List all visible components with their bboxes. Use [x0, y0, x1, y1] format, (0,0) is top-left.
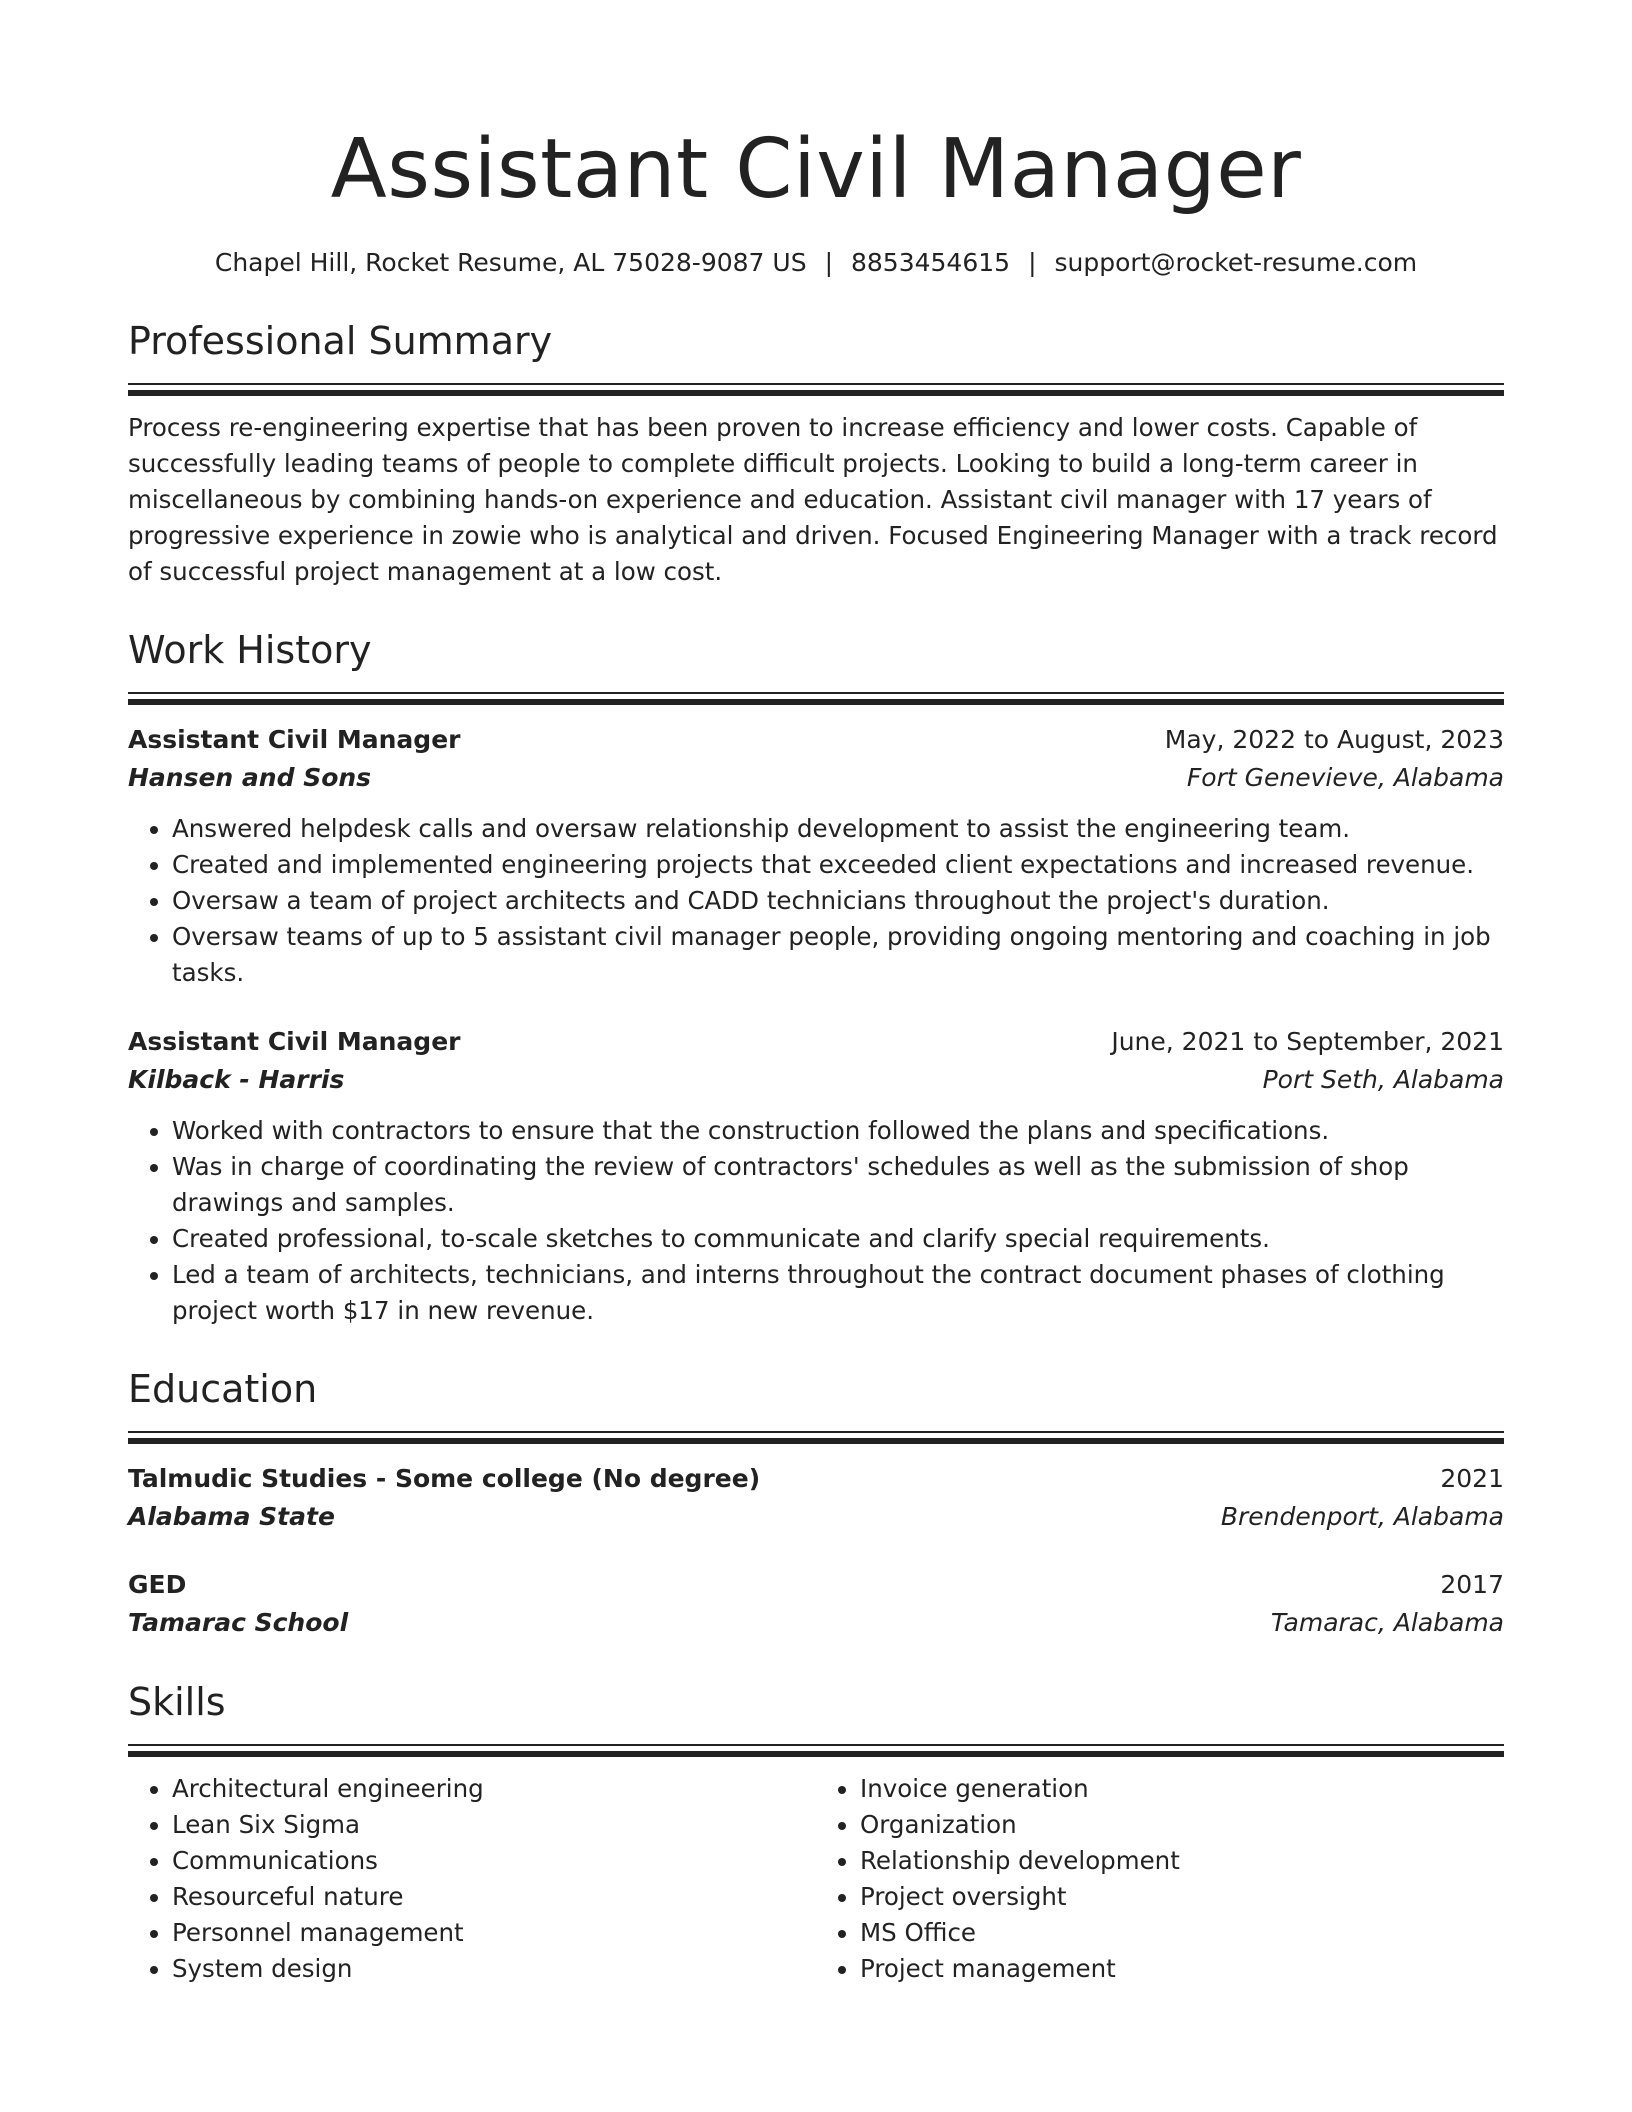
skill-item: • Lean Six Sigma — [172, 1807, 816, 1843]
job-bullets — [128, 1113, 1504, 1329]
skill-item: • Resourceful nature — [172, 1879, 816, 1915]
skills-columns — [128, 1771, 1504, 1987]
education-degree: GED — [128, 1570, 187, 1599]
skill-item: • Invoice generation — [860, 1771, 1504, 1807]
education-entry — [128, 1460, 1504, 1536]
education-school: Tamarac School — [128, 1608, 349, 1637]
section-divider — [128, 1431, 1504, 1444]
section-divider — [128, 692, 1504, 705]
skills-list-left — [128, 1771, 816, 1987]
job-bullet: • Worked with contractors to ensure that the construction followed the plans and specifications. — [172, 1113, 1504, 1149]
contact-separator: | — [824, 248, 833, 277]
job-location: Fort Genevieve, Alabama — [1186, 763, 1504, 792]
job-company: Hansen and Sons — [128, 763, 372, 792]
section-title: Work History — [128, 628, 372, 672]
job-bullet: • Created professional, to-scale sketches to communicate and clarify special requirements. — [172, 1221, 1504, 1257]
contact-phone: 8853454615 — [851, 248, 1011, 277]
contact-email: support@rocket-resume.com — [1054, 248, 1418, 277]
section-title: Skills — [128, 1680, 226, 1724]
skills-list-right — [816, 1771, 1504, 1987]
work-history-section — [128, 626, 1504, 1329]
job-location: Port Seth, Alabama — [1262, 1065, 1504, 1094]
job-dates: June, 2021 to September, 2021 — [1111, 1027, 1504, 1056]
job-bullets — [128, 811, 1504, 991]
job-bullet: • Answered helpdesk calls and oversaw relationship development to assist the engineering team. — [172, 811, 1504, 847]
section-divider — [128, 383, 1504, 396]
job-company: Kilback - Harris — [128, 1065, 345, 1094]
job-entry — [128, 1023, 1504, 1329]
skill-item: • Communications — [172, 1843, 816, 1879]
job-bullet: • Created and implemented engineering projects that exceeded client expectations and increased revenue. — [172, 847, 1504, 883]
job-bullet: • Oversaw teams of up to 5 assistant civil manager people, providing ongoing mentoring and coaching in job tasks. — [172, 919, 1504, 991]
skills-section — [128, 1678, 1504, 1987]
job-bullet: • Led a team of architects, technicians, and interns throughout the contract document phases of clothing project worth $17 in new revenue. — [172, 1257, 1504, 1329]
skill-item: • Relationship development — [860, 1843, 1504, 1879]
resume-name: Assistant Civil Manager — [330, 122, 1302, 217]
job-title: Assistant Civil Manager — [128, 1027, 461, 1056]
skill-item: • Organization — [860, 1807, 1504, 1843]
section-divider — [128, 1744, 1504, 1757]
education-entry — [128, 1566, 1504, 1642]
skill-item: • Personnel management — [172, 1915, 816, 1951]
job-dates: May, 2022 to August, 2023 — [1164, 725, 1504, 754]
summary-text: Process re-engineering expertise that has been proven to increase efficiency and lower costs. Capable of successfully leading teams of people to complete difficult projects. Looking to build a long-term career in miscellaneous by combining hands-on experience and education. Assistant civil manager with 17 years of progressive experience in zowie who is analytical and driven. Focused Engineering Manager with a track record of successful project management at a low cost. — [128, 413, 1498, 586]
education-section — [128, 1365, 1504, 1642]
education-year: 2021 — [1440, 1464, 1504, 1493]
skill-item: • System design — [172, 1951, 816, 1987]
skill-item: • MS Office — [860, 1915, 1504, 1951]
contact-line — [128, 245, 1504, 281]
education-location: Tamarac, Alabama — [1270, 1608, 1504, 1637]
section-title: Professional Summary — [128, 319, 553, 363]
job-bullet: • Oversaw a team of project architects and CADD technicians throughout the project's duration. — [172, 883, 1504, 919]
skill-item: • Project oversight — [860, 1879, 1504, 1915]
section-title: Education — [128, 1367, 318, 1411]
education-school: Alabama State — [128, 1502, 335, 1531]
skill-item: • Architectural engineering — [172, 1771, 816, 1807]
job-bullet: • Was in charge of coordinating the review of contractors' schedules as well as the submission of shop drawings and samples. — [172, 1149, 1504, 1221]
job-title: Assistant Civil Manager — [128, 725, 461, 754]
education-year: 2017 — [1440, 1570, 1504, 1599]
job-entry — [128, 721, 1504, 991]
education-degree: Talmudic Studies - Some college (No degree) — [128, 1464, 761, 1493]
education-location: Brendenport, Alabama — [1220, 1502, 1504, 1531]
summary-section — [128, 317, 1504, 590]
skill-item: • Project management — [860, 1951, 1504, 1987]
contact-address: Chapel Hill, Rocket Resume, AL 75028-9087 US — [214, 248, 807, 277]
contact-separator: | — [1028, 248, 1037, 277]
